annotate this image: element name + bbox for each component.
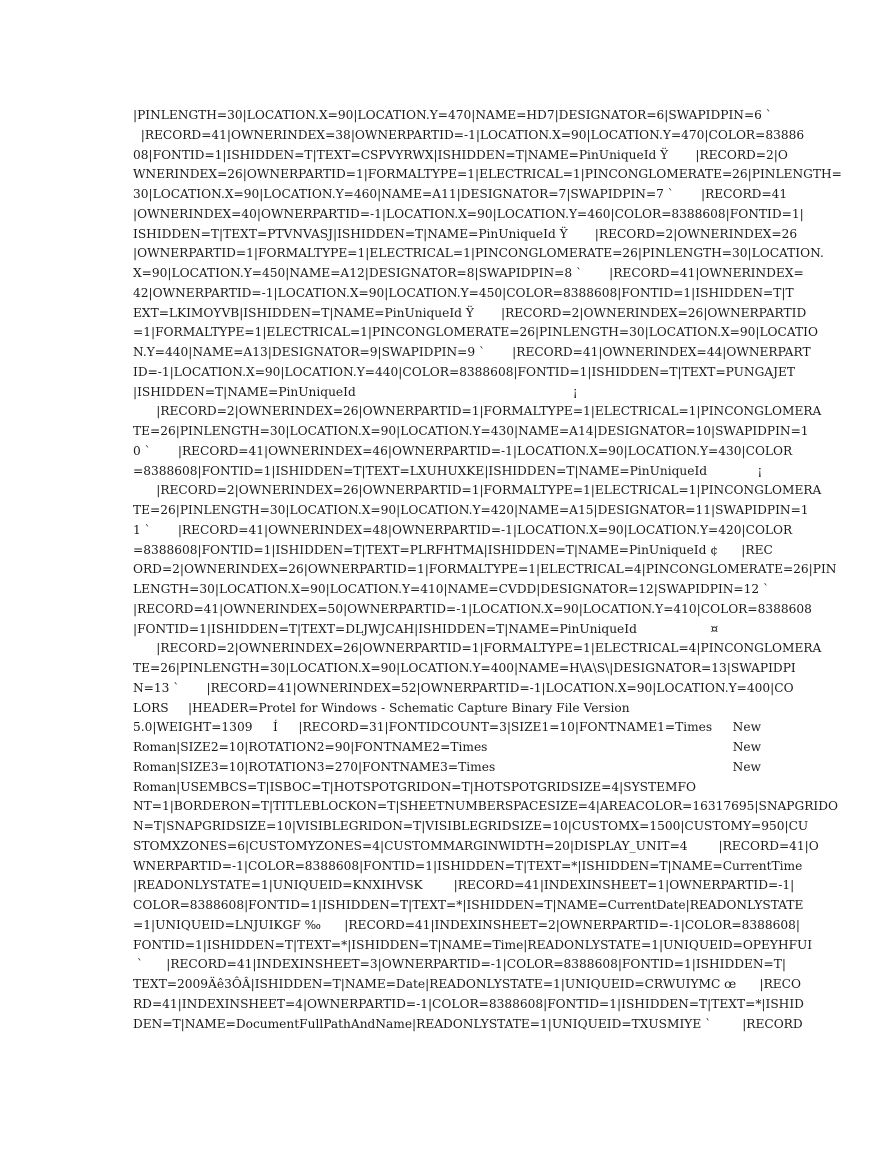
text-line: RD=41|INDEXINSHEET=4|OWNERPARTID=-1|COLOR=8388608|FONTID=1|ISHIDDEN=T|TEXT=*|ISHID [133,996,804,1011]
text-line: |FONTID=1|ISHIDDEN=T|TEXT=DLJWJCAH|ISHIDDEN=T|NAME=PinUniqueId ¤ [133,621,719,636]
text-line: LENGTH=30|LOCATION.X=90|LOCATION.Y=410|NAME=CVDD|DESIGNATOR=12|SWAPIDPIN=12 ` [133,582,770,596]
text-line: |OWNERPARTID=1|FORMALTYPE=1|ELECTRICAL=1|PINCONGLOMERATE=26|PINLENGTH=30|LOCATION. [133,246,824,261]
text-line: N=T|SNAPGRIDSIZE=10|VISIBLEGRIDON=T|VISIBLEGRIDSIZE=10|CUSTOMX=1500|CUSTOMY=950|CU [133,819,809,833]
text-line: TE=26|PINLENGTH=30|LOCATION.X=90|LOCATION.Y=420|NAME=A15|DESIGNATOR=11|SWAPIDPIN=1 [133,503,809,517]
text-line: Roman|SIZE2=10|ROTATION2=90|FONTNAME2=Times New [133,740,761,754]
text-line: |OWNERINDEX=40|OWNERPARTID=-1|LOCATION.X=90|LOCATION.Y=460|COLOR=8388608|FONTID=1| [133,206,804,221]
text-line: X=90|LOCATION.Y=450|NAME=A12|DESIGNATOR=8|SWAPIDPIN=8 ` |RECORD=41|OWNERINDEX= [133,266,804,280]
text-line: ID=-1|LOCATION.X=90|LOCATION.Y=440|COLOR=8388608|FONTID=1|ISHIDDEN=T|TEXT=PUNGAJET [133,364,796,379]
text-line: 1 ` |RECORD=41|OWNERINDEX=48|OWNERPARTID=-1|LOCATION.X=90|LOCATION.Y=420|COLOR [133,522,793,537]
text-line: =8388608|FONTID=1|ISHIDDEN=T|TEXT=PLRFHTMA|ISHIDDEN=T|NAME=PinUniqueId ¢ |REC [133,542,773,557]
text-line: |RECORD=2|OWNERINDEX=26|OWNERPARTID=1|FORMALTYPE=1|ELECTRICAL=4|PINCONGLOMERA [133,641,822,656]
text-line: EXT=LKIMOYVB|ISHIDDEN=T|NAME=PinUniqueId Ÿ |RECORD=2|OWNERINDEX=26|OWNERPARTID [133,305,807,320]
text-line: DEN=T|NAME=DocumentFullPathAndName|READONLYSTATE=1|UNIQUEID=TXUSMIYE ` |RECORD [133,1016,803,1031]
text-line: Roman|USEMBCS=T|ISBOC=T|HOTSPOTGRIDON=T|HOTSPOTGRIDSIZE=4|SYSTEMFO [133,779,696,794]
text-line: WNERINDEX=26|OWNERPARTID=1|FORMALTYPE=1|ELECTRICAL=1|PINCONGLOMERATE=26|PINLENGTH= [133,167,842,182]
text-line: FONTID=1|ISHIDDEN=T|TEXT=*|ISHIDDEN=T|NAME=Time|READONLYSTATE=1|UNIQUEID=OPEYHFUI [133,937,813,952]
text-line: TE=26|PINLENGTH=30|LOCATION.X=90|LOCATION.Y=430|NAME=A14|DESIGNATOR=10|SWAPIDPIN=1 [133,424,809,438]
text-line: |RECORD=41|OWNERINDEX=38|OWNERPARTID=-1|LOCATION.X=90|LOCATION.Y=470|COLOR=83886 [133,127,805,142]
text-line: ISHIDDEN=T|TEXT=PTVNVASJ|ISHIDDEN=T|NAME=PinUniqueId Ÿ |RECORD=2|OWNERINDEX=26 [133,226,798,241]
text-line: =8388608|FONTID=1|ISHIDDEN=T|TEXT=LXUHUXKE|ISHIDDEN=T|NAME=PinUniqueId ¡ [133,463,763,478]
text-line: 5.0|WEIGHT=1309 Í |RECORD=31|FONTIDCOUNT=3|SIZE1=10|FONTNAME1=Times New [133,720,761,735]
text-line: NT=1|BORDERON=T|TITLEBLOCKON=T|SHEETNUMBERSPACESIZE=4|AREACOLOR=16317695|SNAPGRIDO [133,799,838,814]
text-line: |READONLYSTATE=1|UNIQUEID=KNXIHVSK |RECORD=41|INDEXINSHEET=1|OWNERPARTID=-1| [133,878,795,893]
text-line: TE=26|PINLENGTH=30|LOCATION.X=90|LOCATION.Y=400|NAME=H\A\S\|DESIGNATOR=13|SWAPIDPI [133,661,796,675]
text-line: |RECORD=2|OWNERINDEX=26|OWNERPARTID=1|FORMALTYPE=1|ELECTRICAL=1|PINCONGLOMERA [133,404,822,419]
text-line: 42|OWNERPARTID=-1|LOCATION.X=90|LOCATION.Y=450|COLOR=8388608|FONTID=1|ISHIDDEN=T|T [133,285,794,300]
text-line: Roman|SIZE3=10|ROTATION3=270|FONTNAME3=Times New [133,759,761,774]
text-line: |RECORD=41|OWNERINDEX=50|OWNERPARTID=-1|LOCATION.X=90|LOCATION.Y=410|COLOR=8388608 [133,601,812,616]
text-line: 08|FONTID=1|ISHIDDEN=T|TEXT=CSPVYRWX|ISHIDDEN=T|NAME=PinUniqueId Ÿ |RECORD=2|O [133,147,788,162]
text-line: ` |RECORD=41|INDEXINSHEET=3|OWNERPARTID=-1|COLOR=8388608|FONTID=1|ISHIDDEN=T| [133,957,786,972]
text-line: 30|LOCATION.X=90|LOCATION.Y=460|NAME=A11|DESIGNATOR=7|SWAPIDPIN=7 ` |RECORD=41 [133,187,788,201]
text-line: |PINLENGTH=30|LOCATION.X=90|LOCATION.Y=470|NAME=HD7|DESIGNATOR=6|SWAPIDPIN=6 ` [133,108,772,122]
text-line: |RECORD=2|OWNERINDEX=26|OWNERPARTID=1|FORMALTYPE=1|ELECTRICAL=1|PINCONGLOMERA [133,483,822,498]
text-line: N.Y=440|NAME=A13|DESIGNATOR=9|SWAPIDPIN=9 ` |RECORD=41|OWNERINDEX=44|OWNERPART [133,345,811,359]
text-line: LORS |HEADER=Protel for Windows - Schematic Capture Binary File Version [133,700,630,715]
text-line: =1|UNIQUEID=LNJUIKGF ‰ |RECORD=41|INDEXINSHEET=2|OWNERPARTID=-1|COLOR=8388608| [133,917,800,932]
document-text-block [133,106,842,1034]
text-line: TEXT=2009Äê3ÔÂ|ISHIDDEN=T|NAME=Date|READONLYSTATE=1|UNIQUEID=CRWUIYMC œ |RECO [133,977,801,991]
text-line: 0 ` |RECORD=41|OWNERINDEX=46|OWNERPARTID=-1|LOCATION.X=90|LOCATION.Y=430|COLOR [133,443,793,458]
text-line: COLOR=8388608|FONTID=1|ISHIDDEN=T|TEXT=*|ISHIDDEN=T|NAME=CurrentDate|READONLYSTATE [133,898,804,912]
text-line: N=13 ` |RECORD=41|OWNERINDEX=52|OWNERPARTID=-1|LOCATION.X=90|LOCATION.Y=400|CO [133,680,794,695]
text-line: STOMXZONES=6|CUSTOMYZONES=4|CUSTOMMARGINWIDTH=20|DISPLAY_UNIT=4 |RECORD=41|O [133,838,819,853]
text-line: ORD=2|OWNERINDEX=26|OWNERPARTID=1|FORMALTYPE=1|ELECTRICAL=4|PINCONGLOMERATE=26|PIN [133,562,837,577]
text-line: =1|FORMALTYPE=1|ELECTRICAL=1|PINCONGLOMERATE=26|PINLENGTH=30|LOCATION.X=90|LOCATIO [133,325,818,340]
text-line: |ISHIDDEN=T|NAME=PinUniqueId ¡ [133,384,578,399]
text-line: WNERPARTID=-1|COLOR=8388608|FONTID=1|ISHIDDEN=T|TEXT=*|ISHIDDEN=T|NAME=CurrentTime [133,858,803,873]
